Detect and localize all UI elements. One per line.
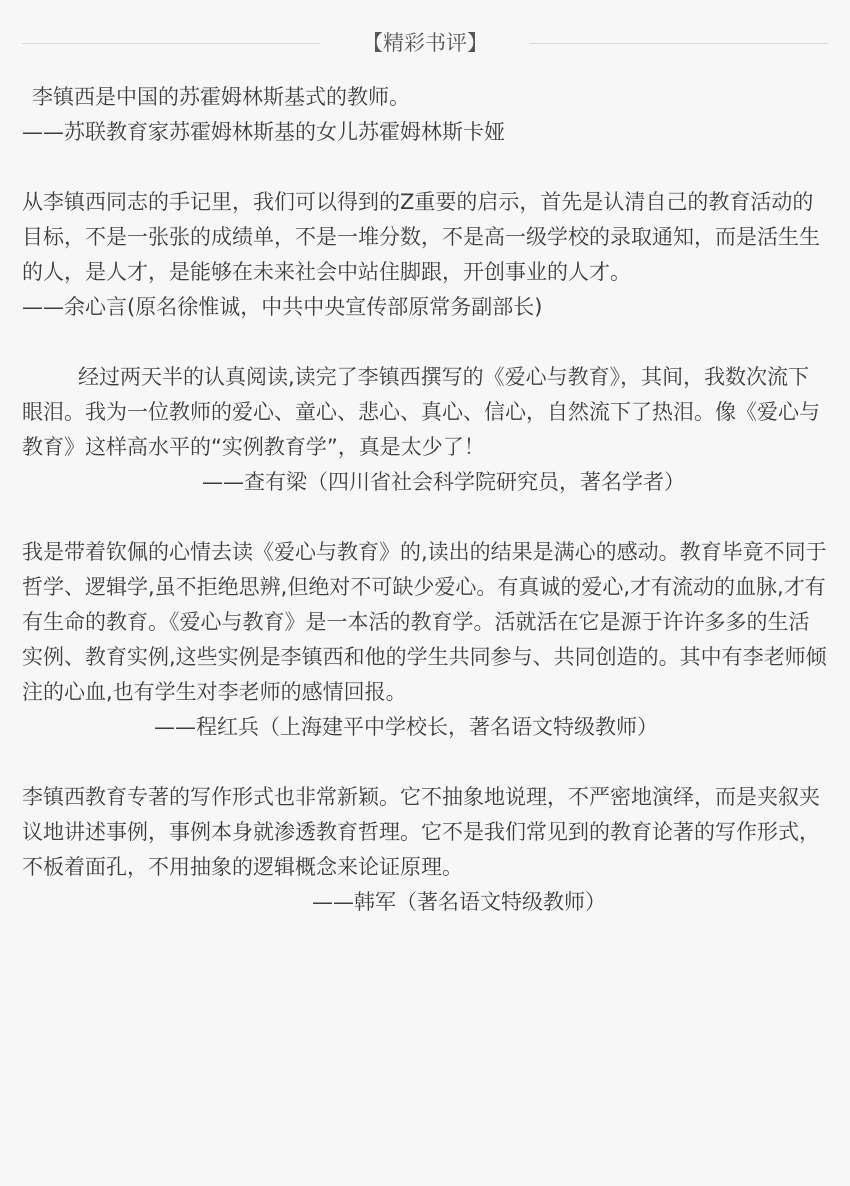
spacer [22,150,828,185]
section-title: 【精彩书评】 [362,31,488,55]
review-attribution: ——程红兵（上海建平中学校长，著名语文特级教师） [154,715,658,739]
review-quote: 我是带着钦佩的心情去读《爱心与教育》的,读出的结果是满心的感动。教育毕竟不同于哲学、逻辑学,虽不拒绝思辨,但绝对不可缺少爱心。有真诚的爱心,才有流动的血脉,才有有生命的教育。《爱心与教育》是一本活的教育学。活就活在它是源于许许多多的生活实例、教育实例,这些实例是李镇西和他的学生共同参与、共同创造的。其中有李老师倾注的心血,也有学生对李老师的感情回报。 [22,540,827,704]
header-divider-right [530,43,828,44]
review-quote: 经过两天半的认真阅读,读完了李镇西撰写的《爱心与教育》，其间，我数次流下眼泪。我为一位教师的爱心、童心、悲心、真心、信心，自然流下了热泪。像《爱心与教育》这样高水平的“实例教育学”，真是太少了！ [22,365,820,459]
review-2 [22,185,828,325]
review-quote: 从李镇西同志的手记里，我们可以得到的Z重要的启示，首先是认清自己的教育活动的目标，不是一张张的成绩单，不是一堆分数，不是高一级学校的录取通知，而是活生生的人，是人才，是能够在未来社会中站住脚跟，开创事业的人才。 [22,190,820,284]
review-3 [22,360,828,500]
review-attribution: ——韩军（著名语文特级教师） [312,890,606,914]
review-1 [22,80,828,150]
spacer [22,745,828,780]
review-quote: 李镇西是中国的苏霍姆林斯基式的教师。 [32,85,410,109]
spacer [22,325,828,360]
spacer [22,500,828,535]
review-5 [22,780,828,920]
review-attribution: ——苏联教育家苏霍姆林斯基的女儿苏霍姆林斯卡娅 [22,120,505,144]
section-header [22,0,828,80]
review-quote: 李镇西教育专著的写作形式也非常新颖。它不抽象地说理，不严密地演绎，而是夹叙夹议地讲述事例，事例本身就渗透教育哲理。它不是我们常见到的教育论著的写作形式，不板着面孔，不用抽象的逻辑概念来论证原理。 [22,785,820,879]
review-4 [22,535,828,745]
review-attribution: ——查有梁（四川省社会科学院研究员，著名学者） [202,470,685,494]
review-attribution: ——余心言(原名徐惟诚，中共中央宣传部原常务副部长) [22,295,543,319]
